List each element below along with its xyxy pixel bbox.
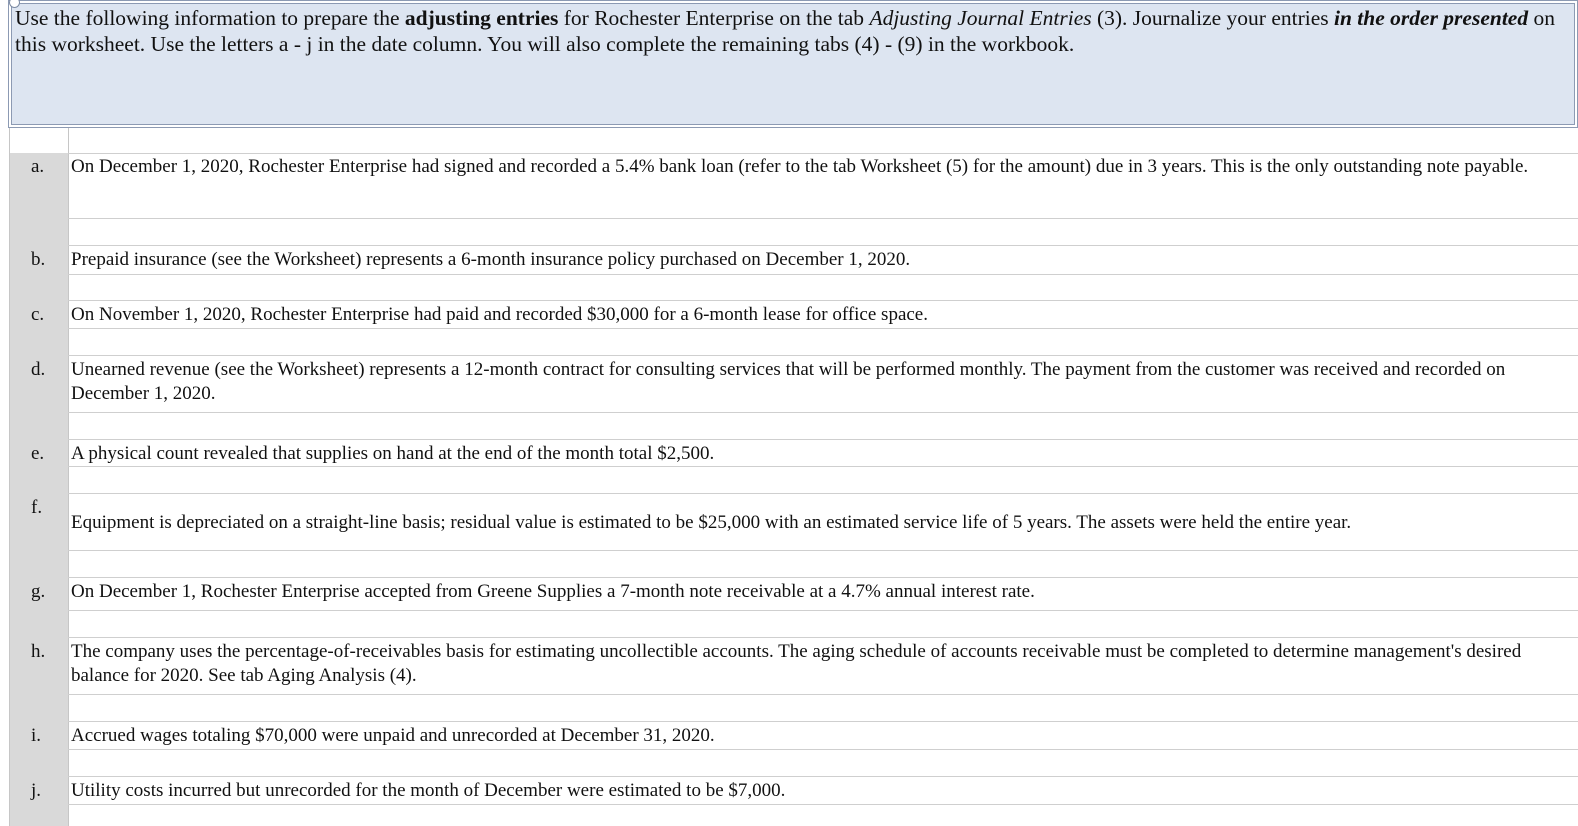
item-text-a[interactable]: On December 1, 2020, Rochester Enterprise had signed and recorded a 5.4% bank loan (refer to the tab Worksheet (5) for the amount) due in 3 years. This is the only outstanding note payable.: [71, 156, 1529, 177]
item-letter-e: e.: [31, 443, 45, 464]
item-letter-a: a.: [31, 156, 45, 177]
grid-line: [68, 274, 1578, 275]
item-letter-d: d.: [31, 359, 46, 380]
grid-line: [68, 550, 1578, 551]
item-letter-j: j.: [31, 780, 42, 801]
item-text-d[interactable]: Unearned revenue (see the Worksheet) represents a 12-month contract for consulting services that will be performed monthly. The payment from the customer was received and recorded on December 1, 2020.: [71, 359, 1506, 404]
grid-line: [68, 776, 1578, 777]
grid-line: [68, 245, 1578, 246]
instructions-textbox[interactable]: [8, 0, 1578, 128]
grid-line: [68, 804, 1578, 805]
grid-line: [68, 328, 1578, 329]
item-text-b[interactable]: Prepaid insurance (see the Worksheet) represents a 6-month insurance policy purchased on December 1, 2020.: [71, 249, 911, 270]
item-letter-c: c.: [31, 304, 45, 325]
instructions-text: Use the following information to prepare the adjusting entries for Rochester Enterprise on the tab Adjusting Journal Entries (3). Journalize your entries in the order presented on this worksheet. Use the letters a - j in the date column. You will also complete the remaining tabs (4) - (9) in the workbook.: [15, 6, 1555, 56]
grid-line: [68, 577, 1578, 578]
grid-line: [68, 439, 1578, 440]
item-text-e[interactable]: A physical count revealed that supplies on hand at the end of the month total $2,500.: [71, 443, 715, 464]
grid-line: [68, 493, 1578, 494]
grid-line: [68, 721, 1578, 722]
grid-line: [68, 694, 1578, 695]
item-text-f[interactable]: Equipment is depreciated on a straight-line basis; residual value is estimated to be $25,000 with an estimated service life of 5 years. The assets were held the entire year.: [71, 512, 1352, 533]
item-text-c[interactable]: On November 1, 2020, Rochester Enterprise had paid and recorded $30,000 for a 6-month lease for office space.: [71, 304, 928, 325]
item-text-i[interactable]: Accrued wages totaling $70,000 were unpaid and unrecorded at December 31, 2020.: [71, 725, 715, 746]
grid-line: [68, 749, 1578, 750]
item-letter-f: f.: [31, 497, 43, 518]
item-letter-h: h.: [31, 641, 46, 662]
item-letter-b: b.: [31, 249, 46, 270]
grid-line: [68, 218, 1578, 219]
grid-line: [68, 466, 1578, 467]
grid-line: [68, 355, 1578, 356]
grid-line: [68, 412, 1578, 413]
grid-line: [68, 153, 1578, 154]
grid-line: [68, 610, 1578, 611]
grid-line: [68, 300, 1578, 301]
item-letter-g: g.: [31, 581, 46, 602]
item-letter-i: i.: [31, 725, 42, 746]
item-text-j[interactable]: Utility costs incurred but unrecorded for the month of December were estimated to be $7,000.: [71, 780, 786, 801]
item-text-h[interactable]: The company uses the percentage-of-receivables basis for estimating uncollectible accounts. The aging schedule of accounts receivable must be completed to determine management's desired balance for 2020. See tab Aging Analysis (4).: [71, 641, 1522, 686]
grid-line: [68, 637, 1578, 638]
grid-line: [9, 128, 10, 826]
item-text-g[interactable]: On December 1, Rochester Enterprise accepted from Greene Supplies a 7-month note receivable at a 4.7% annual interest rate.: [71, 581, 1035, 602]
